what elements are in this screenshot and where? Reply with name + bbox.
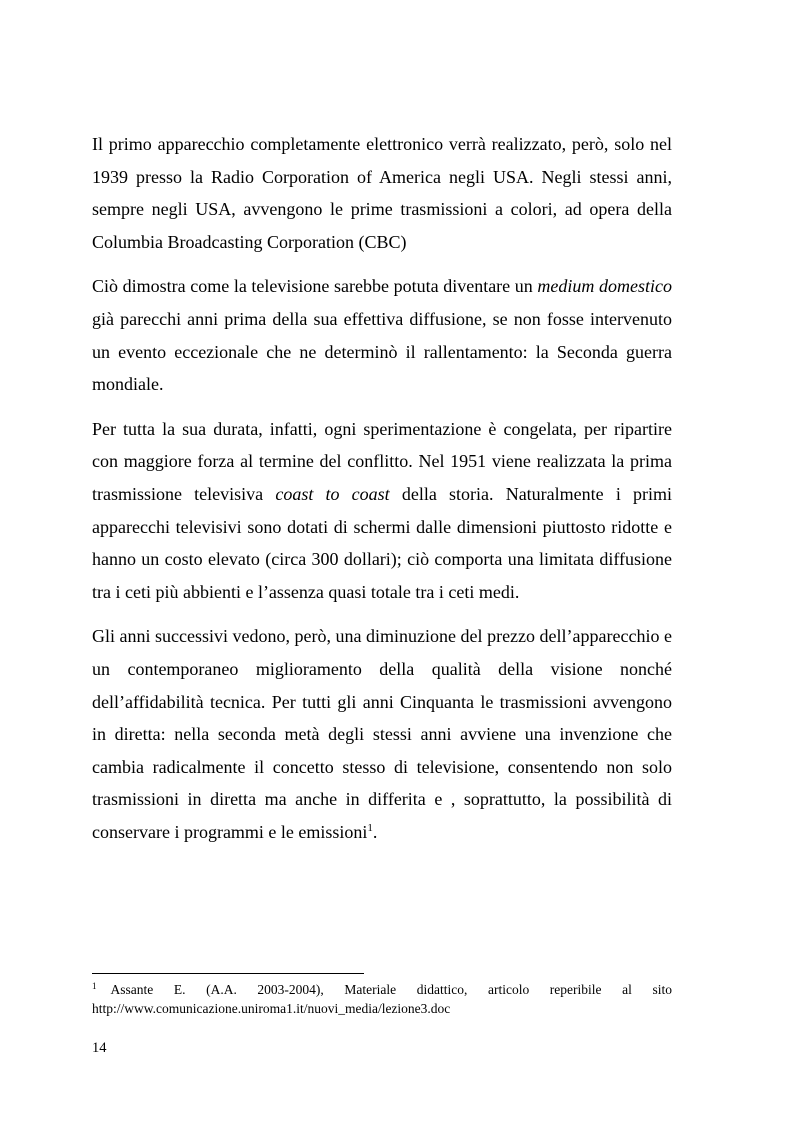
- page-number: 14: [92, 1040, 107, 1056]
- paragraph-2-text-a: Ciò dimostra come la televisione sarebbe potuta diventare un: [92, 276, 538, 297]
- footnote-separator: [92, 973, 364, 974]
- paragraph-3-text-b: della storia. Naturalmente i primi apparecchi televisivi sono dotati di schermi dalle dimensioni piuttosto ridotte e hanno un costo elevato (circa 300 dollari); ciò comporta una limitata diffusione tra i ceti più abbienti e l’assenza quasi totale tra i ceti medi.: [92, 483, 672, 602]
- footnote-marker: 1: [92, 980, 97, 991]
- paragraph-3: [92, 413, 672, 609]
- footnote-reference[interactable]: 1: [367, 821, 373, 834]
- paragraph-2: [92, 270, 672, 400]
- italic-term-coast-to-coast: coast to coast: [275, 483, 390, 504]
- paragraph-1-text: Il primo apparecchio completamente elettronico verrà realizzato, però, solo nel 1939 presso la Radio Corporation of America negli USA. Negli stessi anni, sempre negli USA, avvengono le prime trasmissioni a colori, ad opera della Columbia Broadcasting Corporation (CBC): [92, 134, 672, 252]
- paragraph-4-text-b: .: [372, 821, 378, 842]
- footnote: [92, 980, 672, 1018]
- paragraph-1: [92, 128, 672, 258]
- body-text: [92, 128, 672, 860]
- paragraph-4: [92, 620, 672, 848]
- paragraph-4-text-a: Gli anni successivi vedono, però, una diminuzione del prezzo dell’apparecchio e un contemporaneo miglioramento della qualità della visione nonché dell’affidabilità tecnica. Per tutti gli anni Cinquanta le trasmissioni avvengono in diretta: nella seconda metà degli stessi anni avviene una invenzione che cambia radicalmente il concetto stesso di televisione, consentendo non solo trasmissioni in diretta ma anche in differita e , soprattutto, la possibilità di conservare i programmi e le emissioni: [92, 626, 672, 842]
- paragraph-3-text-a: Per tutta la sua durata, infatti, ogni sperimentazione è congelata, per ripartire con maggiore forza al termine del conflitto. Nel 1951 viene realizzata la prima trasmissione televisiva: [92, 418, 672, 504]
- footnote-text: Assante E. (A.A. 2003-2004), Materiale didattico, articolo reperibile al sito http://www.comunicazione.uniroma1.it/nuovi_media/lezione3.doc: [92, 982, 672, 1016]
- italic-term-medium-domestico: medium domestico: [537, 276, 672, 297]
- paragraph-2-text-b: già parecchi anni prima della sua effettiva diffusione, se non fosse intervenuto un evento eccezionale che ne determinò il rallentamento: la Seconda guerra mondiale.: [92, 308, 672, 395]
